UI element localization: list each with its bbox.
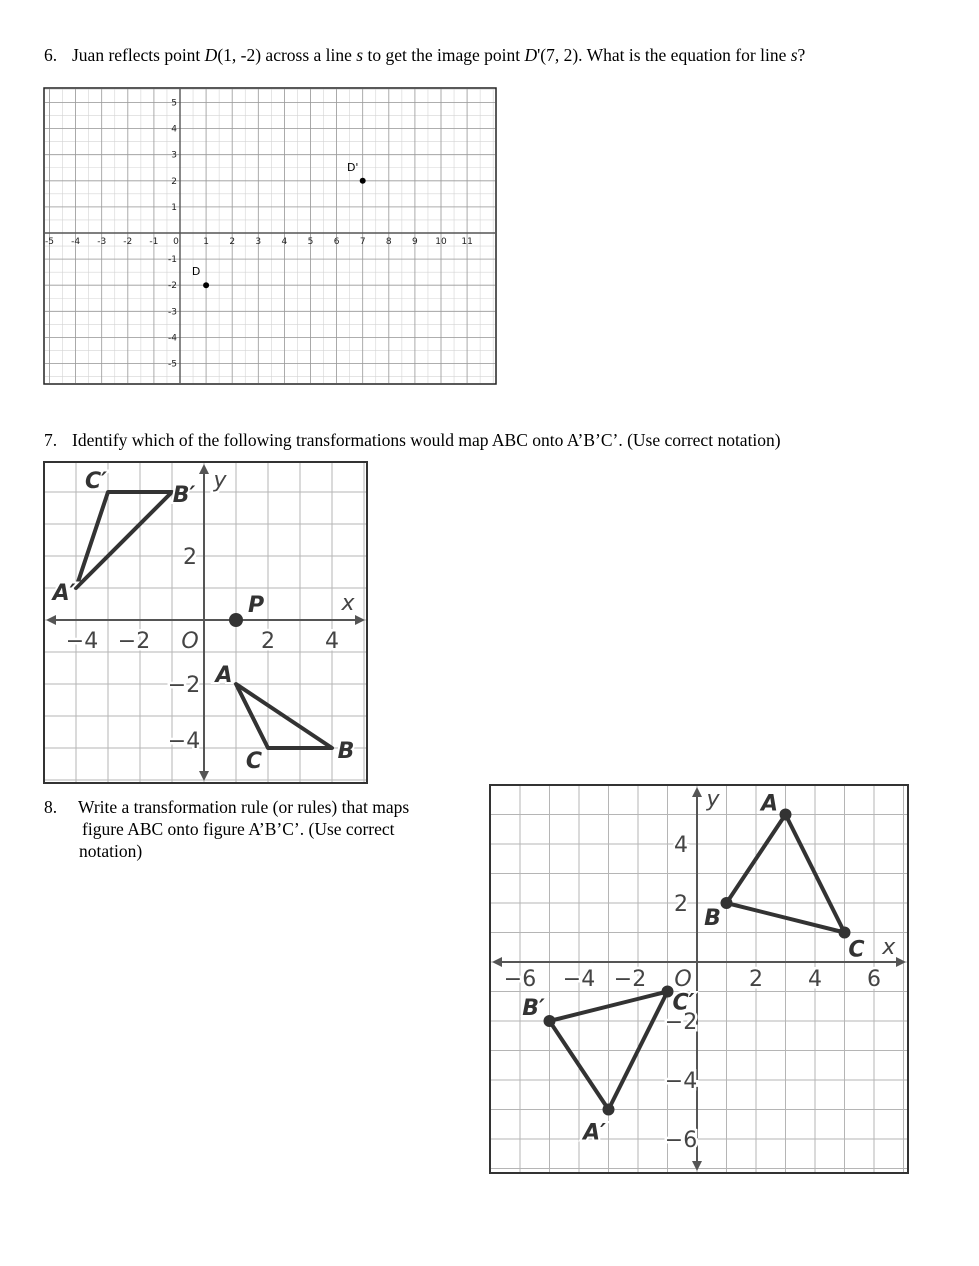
y-axis-name: y (213, 468, 227, 493)
y-tick-label: -5 (168, 359, 177, 370)
vertex-label: B (337, 739, 355, 764)
y-tick-label: 4 (171, 124, 177, 135)
x-tick-label: 10 (435, 237, 447, 247)
vertex-label: A′ (52, 581, 76, 606)
q8-text-line2: figure ABC onto figure A’B’C’. (Use correct (82, 819, 395, 839)
x-axis-label: −4 (562, 967, 596, 992)
vertex (544, 1015, 556, 1027)
x-tick-label: 9 (412, 237, 418, 247)
q6-line-s: s (356, 45, 364, 65)
origin-label: O (674, 967, 692, 992)
point-d (203, 282, 209, 288)
point-label: D' (346, 160, 359, 174)
vertex-label: C′ (85, 469, 107, 494)
vertex-label: C′ (672, 990, 695, 1016)
vertex-label: A (215, 663, 233, 688)
question-8 (44, 796, 409, 862)
q6-point-dprime: D (524, 45, 538, 65)
q6-text-1: Juan reflects point (72, 45, 205, 65)
x-tick-label: 3 (255, 237, 262, 247)
x-axis-label: −4 (65, 629, 99, 654)
y-axis-name: y (706, 787, 720, 812)
vertex-label: B (704, 906, 721, 931)
x-tick-label: 11 (461, 237, 473, 247)
vertex (780, 809, 792, 821)
q8-coordinate-grid (489, 784, 909, 1174)
vertex-label: A (760, 791, 779, 817)
question-number: 8. (44, 797, 58, 817)
vertex (603, 1104, 615, 1116)
q6-line-s-2: s (790, 45, 798, 65)
x-tick-label: 5 (307, 237, 314, 247)
x-axis-label: −2 (613, 967, 647, 992)
x-axis-name: x (341, 591, 355, 616)
point-p-label: P (247, 593, 265, 618)
y-axis-label: −2 (664, 1010, 698, 1035)
q6-text-3: to get the image point (363, 45, 525, 65)
vertex (721, 897, 733, 909)
y-tick-label: 2 (171, 176, 177, 187)
x-axis-label: 4 (325, 629, 339, 654)
x-tick-label: -2 (123, 237, 133, 247)
question-7 (44, 429, 781, 451)
y-tick-label: -2 (168, 281, 177, 292)
vertex-label: B′ (172, 483, 196, 508)
x-tick-label: 8 (385, 237, 392, 247)
q6-text-5: ? (797, 45, 806, 65)
y-axis-label: −4 (664, 1069, 698, 1094)
q8-text-line1: Write a transformation rule (or rules) that maps (78, 797, 410, 817)
question-number: 6. (44, 45, 58, 65)
point-label: D (191, 265, 201, 279)
x-tick-label: -1 (149, 237, 159, 247)
x-tick-label: 0 (173, 237, 179, 247)
q6-coordinate-grid (43, 87, 497, 385)
q6-text-4: '(7, 2). What is the equation for line (537, 45, 791, 65)
q8-text-line3: notation) (79, 841, 143, 861)
x-tick-label: -3 (97, 237, 107, 247)
point-p (229, 613, 243, 627)
q6-text-2: (1, -2) across a line (217, 45, 357, 65)
q6-point-d: D (204, 45, 218, 65)
origin-label: O (181, 629, 199, 654)
grid-border (44, 462, 367, 783)
point-dprime (360, 178, 366, 184)
y-tick-label: 1 (171, 202, 177, 213)
y-axis-label: −2 (167, 673, 201, 698)
y-axis-label: −6 (664, 1128, 698, 1153)
x-tick-label: 7 (359, 237, 366, 247)
y-tick-label: 3 (171, 150, 177, 161)
y-tick-label: -4 (168, 333, 177, 344)
vertex-label: C (245, 749, 263, 774)
y-axis-label: 2 (674, 892, 688, 917)
x-tick-label: 2 (229, 237, 236, 247)
q7-coordinate-grid (43, 461, 368, 784)
x-axis-label: 2 (261, 629, 275, 654)
x-tick-label: 4 (281, 237, 288, 247)
x-axis-name: x (882, 935, 896, 960)
vertex-label: A′ (583, 1120, 606, 1146)
grid-border (490, 785, 908, 1173)
y-axis-label: 4 (674, 833, 688, 858)
question-number: 7. (44, 430, 58, 450)
x-tick-label: 1 (203, 237, 209, 247)
vertex-label: B′ (522, 996, 545, 1021)
x-tick-label: -5 (45, 237, 54, 247)
question-6 (44, 44, 805, 66)
y-axis-label: −4 (167, 729, 201, 754)
x-axis-label: 6 (867, 967, 881, 992)
q7-text: Identify which of the following transformations would map ABC onto A’B’C’. (Use correct notation) (72, 430, 781, 450)
x-axis-label: 4 (808, 967, 822, 992)
vertex-label: C (848, 937, 865, 963)
x-tick-label: 6 (333, 237, 340, 247)
y-axis-label: 2 (183, 545, 197, 570)
y-tick-label: -3 (168, 307, 177, 318)
x-axis-label: −2 (117, 629, 151, 654)
y-tick-label: 5 (171, 98, 177, 109)
x-axis-label: −6 (503, 967, 537, 992)
x-tick-label: -4 (71, 237, 81, 247)
x-axis-label: 2 (749, 967, 763, 992)
y-tick-label: -1 (168, 255, 177, 266)
